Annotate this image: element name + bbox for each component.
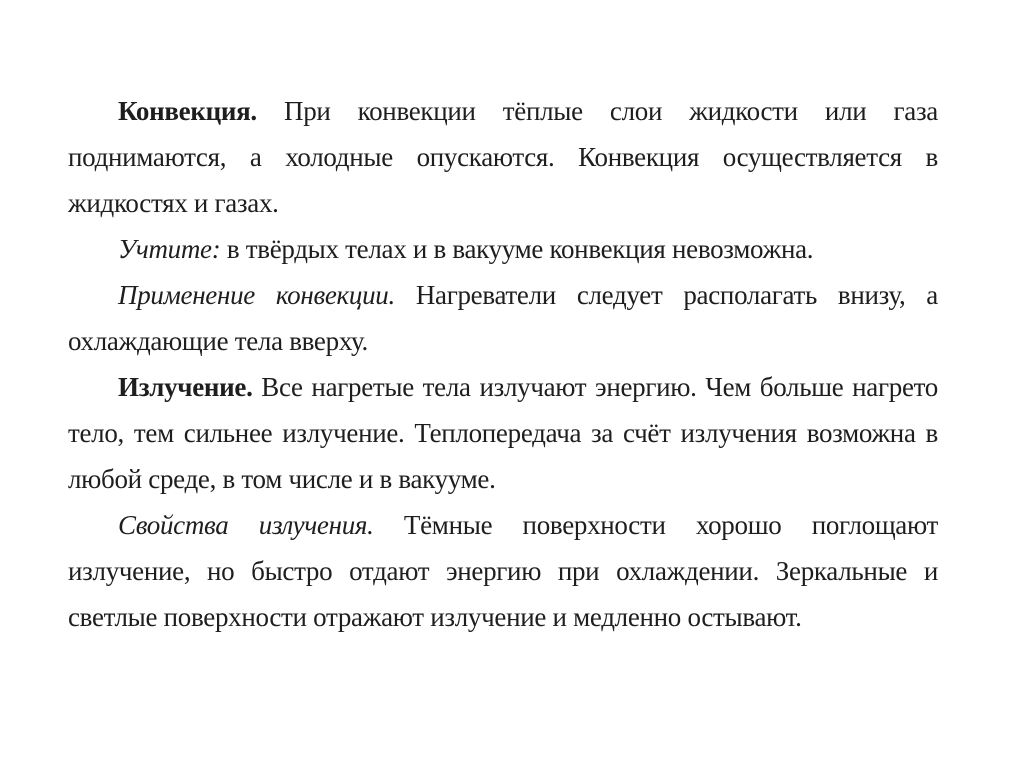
term-radiation: Излучение. — [118, 372, 253, 402]
note-label: Учтите: — [118, 234, 221, 264]
term-radiation-properties: Свойства излучения. — [118, 510, 374, 540]
paragraph-text: в твёрдых телах и в вакууме конвекция невозможна. — [220, 234, 814, 264]
paragraph-text: Нагреватели следует располагать внизу, а охлаждающие тела вверху. — [68, 280, 938, 356]
paragraph-radiation — [68, 364, 938, 502]
document-text — [68, 88, 938, 640]
paragraph-text: Все нагретые тела излучают энергию. Чем больше нагрето тело, тем сильнее излучение. Теплопередача за счёт излучения возможна в любой среде, в том числе и в вакууме. — [68, 372, 938, 494]
paragraph-note — [68, 226, 938, 272]
term-convection: Конвекция. — [118, 96, 257, 126]
term-convection-use: Применение конвекции. — [118, 280, 395, 310]
paragraph-convection-use — [68, 272, 938, 364]
paragraph-convection — [68, 88, 938, 226]
paragraph-text: При конвекции тёплые слои жидкости или газа поднимаются, а холодные опускаются. Конвекция осуществляется в жидкостях и газах. — [68, 96, 938, 218]
paragraph-radiation-properties — [68, 502, 938, 640]
paragraph-text: Тёмные поверхности хорошо поглощают излучение, но быстро отдают энергию при охлаждении. Зеркальные и светлые поверхности отражают излучение и медленно остывают. — [68, 510, 939, 632]
